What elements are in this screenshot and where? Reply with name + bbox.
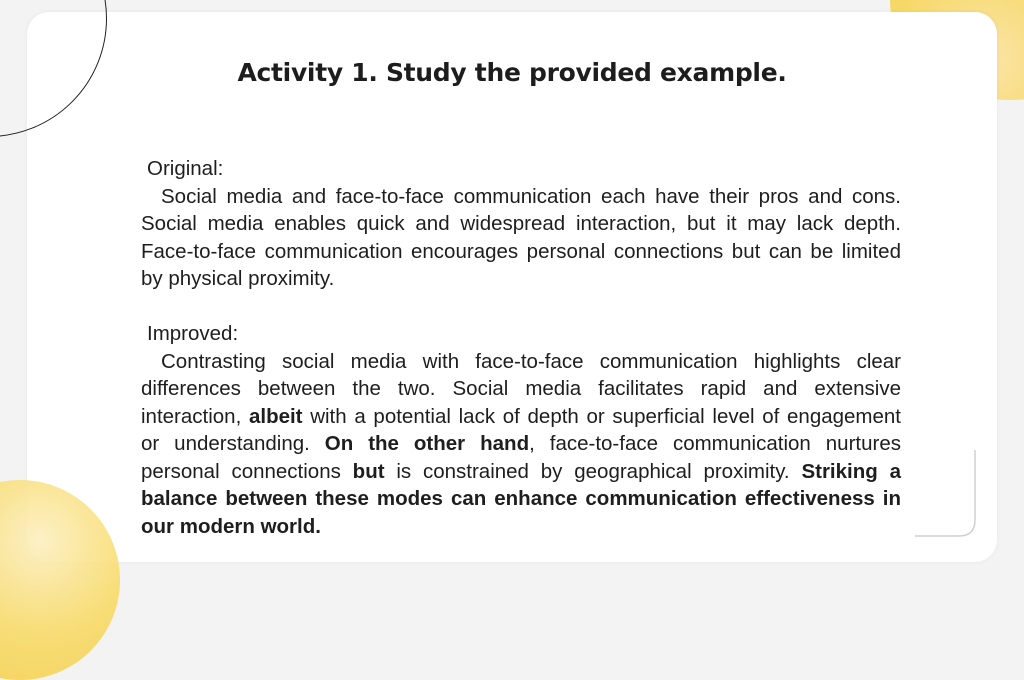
- improved-label: Improved:: [147, 322, 239, 345]
- improved-text-segment: with a potential lack of depth or superficial level of engagement or understanding.: [141, 404, 901, 455]
- original-label: Original:: [147, 157, 224, 180]
- example-text-block: [141, 155, 901, 540]
- improved-text-segment: , face-to-face communication nurtures personal connections: [141, 432, 901, 483]
- original-paragraph: Social media and face-to-face communication each have their pros and cons. Social media enables quick and widespread interaction, but it may lack depth. Face-to-face communication encourages personal connections but can be limited by physical proximity.: [141, 184, 901, 290]
- improved-highlight-on-the-other-hand: On the other hand: [324, 432, 530, 455]
- paragraph-spacer: [141, 293, 901, 321]
- improved-highlight-but: but: [352, 459, 385, 483]
- improved-paragraph: [141, 348, 901, 541]
- improved-text-segment: Contrasting social media with face-to-face communication highlights clear differences between the two. Social media facilitates rapid and extensive interaction,: [141, 349, 901, 428]
- improved-highlight-albeit: albeit: [248, 404, 303, 428]
- improved-highlight-conclusion: Striking a balance between these modes can enhance communication effectiveness in our modern world.: [141, 459, 901, 538]
- improved-text-segment: is constrained by geographical proximity.: [384, 459, 802, 483]
- slide-title: Activity 1. Study the provided example.: [237, 58, 787, 87]
